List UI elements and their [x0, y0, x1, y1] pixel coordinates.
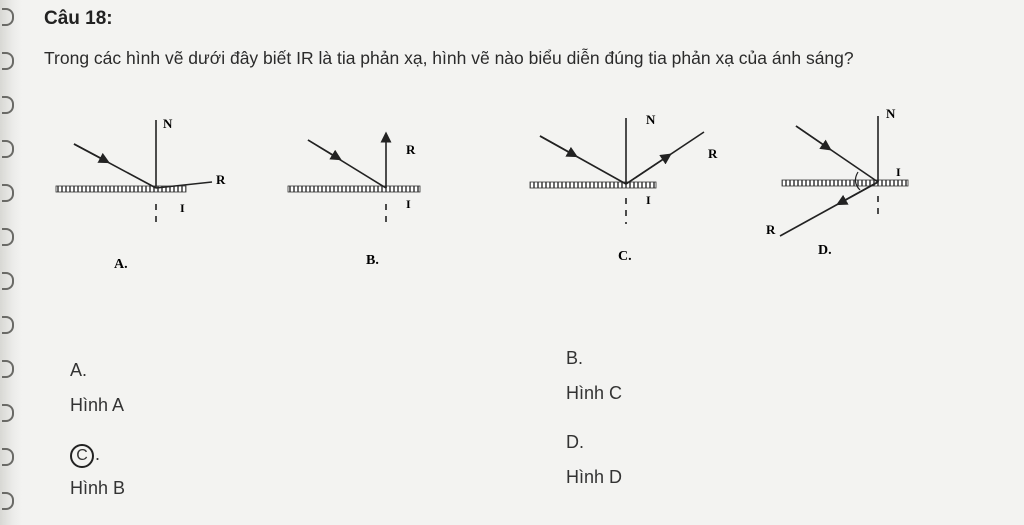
ray-label: R — [708, 146, 718, 161]
binding-ring — [2, 184, 14, 202]
option-letter-suffix: . — [95, 444, 101, 464]
incident-arrow — [796, 126, 828, 148]
ray-label: R — [216, 172, 226, 187]
binding-ring — [2, 448, 14, 466]
binding-ring — [2, 8, 14, 26]
figure-caption: D. — [818, 243, 832, 258]
binding-ring — [2, 492, 14, 510]
binding-ring — [2, 52, 14, 70]
incident-arrow — [74, 144, 106, 161]
point-label: I — [646, 193, 651, 207]
option-d[interactable] — [566, 432, 622, 488]
mirror — [782, 180, 908, 186]
ray-label: R — [766, 222, 776, 237]
selected-answer-circle: C — [70, 444, 94, 468]
figure-c — [530, 112, 718, 264]
binding-ring — [2, 316, 14, 334]
normal-label: N — [886, 106, 896, 121]
binding-ring — [2, 228, 14, 246]
option-letter: A. — [70, 360, 88, 380]
figure-d — [766, 106, 908, 258]
option-text: Hình D — [566, 467, 623, 487]
option-letter: B. — [566, 348, 584, 368]
question-number: Câu 18: — [44, 8, 113, 29]
figure-caption: C. — [618, 249, 632, 264]
reflected-arrow — [626, 156, 668, 184]
reflection-figures — [40, 96, 940, 276]
normal-label: N — [163, 116, 173, 131]
option-c[interactable] — [70, 444, 125, 499]
option-text: Hình C — [566, 383, 623, 403]
point-label: I — [180, 201, 185, 215]
mirror — [530, 182, 656, 188]
option-a[interactable] — [70, 360, 124, 416]
option-letter-row — [70, 444, 125, 468]
figure-caption: B. — [366, 253, 379, 268]
figure-caption: A. — [114, 257, 128, 272]
point-label: I — [896, 165, 901, 179]
notebook-binding — [0, 0, 22, 525]
mirror — [288, 186, 420, 192]
figure-b — [288, 136, 420, 268]
incident-arrow — [308, 140, 338, 158]
binding-ring — [2, 404, 14, 422]
incident-arrow — [540, 136, 574, 155]
binding-ring — [2, 272, 14, 290]
question-text: Trong các hình vẽ dưới đây biết IR là tia phản xạ, hình vẽ nào biểu diễn đúng tia phản xạ của ánh sáng? — [44, 48, 854, 68]
figure-a — [56, 116, 226, 272]
ray-label: R — [406, 142, 416, 157]
binding-ring — [2, 140, 14, 158]
binding-ring — [2, 360, 14, 378]
point-label: I — [406, 197, 411, 211]
binding-ring — [2, 96, 14, 114]
option-text: Hình A — [70, 395, 125, 415]
option-letter: D. — [566, 432, 584, 452]
option-b[interactable] — [566, 348, 622, 404]
option-text: Hình B — [70, 478, 126, 498]
normal-label: N — [646, 112, 656, 127]
